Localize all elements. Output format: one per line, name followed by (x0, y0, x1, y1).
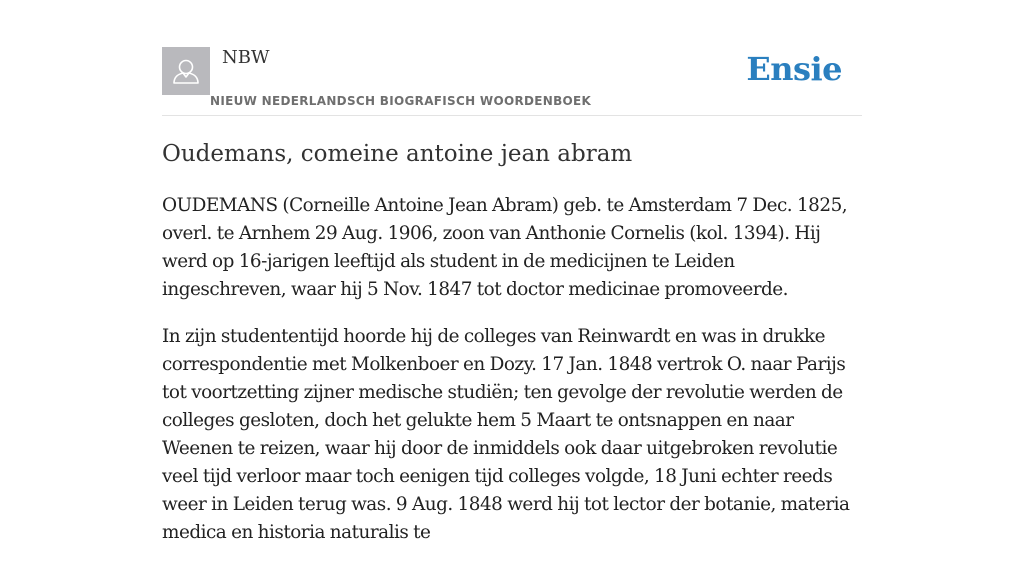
user-icon (162, 47, 210, 95)
article-paragraph-1: OUDEMANS (Corneille Antoine Jean Abram) geb. te Amsterdam 7 Dec. 1825, overl. te Arnhem 29 Aug. 1906, zoon van Anthonie Cornelis (kol. 1394). Hij werd op 16-jarigen leeftijd als student in de medicijnen te Leiden ingeschreven, waar hij 5 Nov. 1847 tot doctor medicinae promoveerde. (162, 195, 848, 300)
source-header (162, 0, 862, 116)
ensie-logo[interactable]: Ensie (746, 50, 842, 88)
article-body (162, 192, 862, 566)
article-paragraph-2: In zijn studententijd hoorde hij de colleges van Reinwardt en was in drukke correspondentie met Molkenboer en Dozy. 17 Jan. 1848 vertrok O. naar Parijs tot voortzetting zijner medische studiën; ten gevolge der revolutie werden de colleges gesloten, doch het gelukte hem 5 Maart te ontsnappen en naar Weenen te reizen, waar hij door de inmiddels ook daar uitgebroken revolutie veel tijd verloor maar toch eenigen tijd colleges volgde, 18 Juni echter reeds weer in Leiden terug was. 9 Aug. 1848 werd hij tot lector der botanie, materia medica en historia naturalis te (162, 326, 850, 543)
page-title: Oudemans, comeine antoine jean abram (162, 141, 633, 167)
article-container (162, 0, 862, 543)
source-full-name: NIEUW NEDERLANDSCH BIOGRAFISCH WOORDENBOEK (210, 94, 592, 108)
source-name[interactable]: NBW (222, 47, 270, 68)
avatar[interactable] (162, 47, 210, 95)
